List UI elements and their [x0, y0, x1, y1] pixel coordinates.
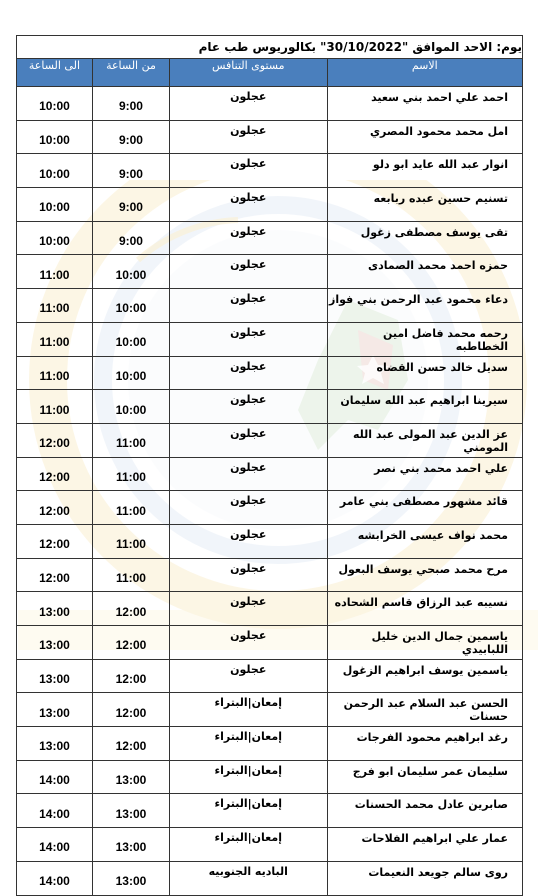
- from-time-cell: 13:00: [92, 861, 169, 895]
- title-row: [17, 36, 523, 59]
- to-time-cell: 13:00: [17, 626, 93, 660]
- name-cell: روى سالم جويعد النعيمات: [327, 861, 522, 895]
- level-cell: إمعان|البتراء: [169, 727, 327, 761]
- from-time-cell: 12:00: [92, 727, 169, 761]
- from-time-cell: 11:00: [92, 558, 169, 592]
- name-cell: صابرين عادل محمد الحسنات: [327, 794, 522, 828]
- to-time-cell: 12:00: [17, 524, 93, 558]
- table-row: [17, 154, 523, 188]
- table-row: [17, 322, 523, 356]
- level-cell: عجلون: [169, 120, 327, 154]
- col-header-level: مستوى التنافس: [169, 59, 327, 87]
- table-row: [17, 659, 523, 693]
- to-time-cell: 13:00: [17, 727, 93, 761]
- table-row: [17, 87, 523, 121]
- table-row: [17, 423, 523, 457]
- table-row: [17, 524, 523, 558]
- from-time-cell: 11:00: [92, 423, 169, 457]
- name-cell: رغد ابراهيم محمود الفرجات: [327, 727, 522, 761]
- level-cell: عجلون: [169, 221, 327, 255]
- name-cell: حمزه احمد محمد الصمادى: [327, 255, 522, 289]
- name-cell: محمد نواف عيسى الخرابشه: [327, 524, 522, 558]
- from-time-cell: 9:00: [92, 188, 169, 222]
- to-time-cell: 14:00: [17, 861, 93, 895]
- from-time-cell: 13:00: [92, 760, 169, 794]
- from-time-cell: 11:00: [92, 457, 169, 491]
- table-row: [17, 592, 523, 626]
- from-time-cell: 11:00: [92, 491, 169, 525]
- name-cell: ياسمين يوسف ابراهيم الزغول: [327, 659, 522, 693]
- to-time-cell: 10:00: [17, 87, 93, 121]
- level-cell: عجلون: [169, 255, 327, 289]
- level-cell: إمعان|البتراء: [169, 828, 327, 862]
- name-cell: ياسمين جمال الدين خليل اللبابيدي: [327, 626, 522, 660]
- level-cell: إمعان|البتراء: [169, 794, 327, 828]
- name-cell: سليمان عمر سليمان ابو فرج: [327, 760, 522, 794]
- level-cell: عجلون: [169, 289, 327, 323]
- level-cell: عجلون: [169, 592, 327, 626]
- name-cell: مرح محمد صبحي يوسف البعول: [327, 558, 522, 592]
- name-cell: عز الدين عبد المولى عبد الله المومني: [327, 423, 522, 457]
- table-row: [17, 188, 523, 222]
- level-cell: إمعان|البتراء: [169, 760, 327, 794]
- from-time-cell: 10:00: [92, 390, 169, 424]
- level-cell: عجلون: [169, 457, 327, 491]
- from-time-cell: 11:00: [92, 524, 169, 558]
- level-cell: عجلون: [169, 491, 327, 525]
- from-time-cell: 12:00: [92, 626, 169, 660]
- from-time-cell: 10:00: [92, 356, 169, 390]
- to-time-cell: 10:00: [17, 221, 93, 255]
- to-time-cell: 13:00: [17, 693, 93, 727]
- col-header-from: من الساعة: [92, 59, 169, 87]
- level-cell: عجلون: [169, 626, 327, 660]
- schedule-title: يوم: الاحد الموافق "30/10/2022" بكالوريوس طب عام: [17, 36, 523, 59]
- name-cell: تقى يوسف مصطفى زغول: [327, 221, 522, 255]
- table-row: [17, 255, 523, 289]
- col-header-name: الاسم: [327, 59, 522, 87]
- table-row: [17, 390, 523, 424]
- name-cell: علي احمد محمد بني نصر: [327, 457, 522, 491]
- name-cell: رحمه محمد فاضل امين الخطاطبه: [327, 322, 522, 356]
- level-cell: الباديه الجنوبيه: [169, 861, 327, 895]
- to-time-cell: 14:00: [17, 828, 93, 862]
- to-time-cell: 10:00: [17, 154, 93, 188]
- name-cell: تسنيم حسين عبده ربابعه: [327, 188, 522, 222]
- from-time-cell: 13:00: [92, 828, 169, 862]
- from-time-cell: 9:00: [92, 120, 169, 154]
- to-time-cell: 11:00: [17, 390, 93, 424]
- name-cell: احمد علي احمد بني سعيد: [327, 87, 522, 121]
- table-row: [17, 693, 523, 727]
- from-time-cell: 13:00: [92, 794, 169, 828]
- table-row: [17, 760, 523, 794]
- level-cell: عجلون: [169, 558, 327, 592]
- name-cell: عمار علي ابراهيم الفلاحات: [327, 828, 522, 862]
- to-time-cell: 12:00: [17, 558, 93, 592]
- to-time-cell: 13:00: [17, 592, 93, 626]
- to-time-cell: 10:00: [17, 120, 93, 154]
- name-cell: دعاء محمود عبد الرحمن بني فواز: [327, 289, 522, 323]
- to-time-cell: 11:00: [17, 356, 93, 390]
- name-cell: سديل خالد حسن القضاه: [327, 356, 522, 390]
- from-time-cell: 9:00: [92, 154, 169, 188]
- table-row: [17, 626, 523, 660]
- name-cell: انوار عبد الله عايد ابو دلو: [327, 154, 522, 188]
- to-time-cell: 12:00: [17, 457, 93, 491]
- level-cell: إمعان|البتراء: [169, 693, 327, 727]
- table-row: [17, 120, 523, 154]
- table-row: [17, 558, 523, 592]
- schedule-table: [16, 35, 523, 896]
- table-row: [17, 861, 523, 895]
- name-cell: قائد مشهور مصطفى بني عامر: [327, 491, 522, 525]
- to-time-cell: 14:00: [17, 794, 93, 828]
- name-cell: الحسن عبد السلام عبد الرحمن حسنات: [327, 693, 522, 727]
- from-time-cell: 12:00: [92, 693, 169, 727]
- col-header-to: الى الساعة: [17, 59, 93, 87]
- level-cell: عجلون: [169, 87, 327, 121]
- from-time-cell: 9:00: [92, 221, 169, 255]
- to-time-cell: 10:00: [17, 188, 93, 222]
- from-time-cell: 12:00: [92, 592, 169, 626]
- name-cell: امل محمد محمود المصري: [327, 120, 522, 154]
- table-row: [17, 727, 523, 761]
- level-cell: عجلون: [169, 659, 327, 693]
- to-time-cell: 12:00: [17, 423, 93, 457]
- to-time-cell: 11:00: [17, 322, 93, 356]
- from-time-cell: 12:00: [92, 659, 169, 693]
- from-time-cell: 9:00: [92, 87, 169, 121]
- schedule-rows: [17, 87, 523, 896]
- to-time-cell: 14:00: [17, 760, 93, 794]
- level-cell: عجلون: [169, 154, 327, 188]
- name-cell: سيرينا ابراهيم عبد الله سليمان: [327, 390, 522, 424]
- from-time-cell: 10:00: [92, 322, 169, 356]
- level-cell: عجلون: [169, 188, 327, 222]
- table-row: [17, 828, 523, 862]
- level-cell: عجلون: [169, 423, 327, 457]
- name-cell: نسيبه عبد الرزاق قاسم الشحاده: [327, 592, 522, 626]
- table-row: [17, 457, 523, 491]
- to-time-cell: 11:00: [17, 255, 93, 289]
- to-time-cell: 13:00: [17, 659, 93, 693]
- to-time-cell: 11:00: [17, 289, 93, 323]
- table-row: [17, 491, 523, 525]
- header-row: [17, 59, 523, 87]
- level-cell: عجلون: [169, 356, 327, 390]
- level-cell: عجلون: [169, 390, 327, 424]
- to-time-cell: 12:00: [17, 491, 93, 525]
- level-cell: عجلون: [169, 524, 327, 558]
- table-row: [17, 221, 523, 255]
- table-row: [17, 356, 523, 390]
- table-row: [17, 289, 523, 323]
- table-row: [17, 794, 523, 828]
- from-time-cell: 10:00: [92, 255, 169, 289]
- level-cell: عجلون: [169, 322, 327, 356]
- from-time-cell: 10:00: [92, 289, 169, 323]
